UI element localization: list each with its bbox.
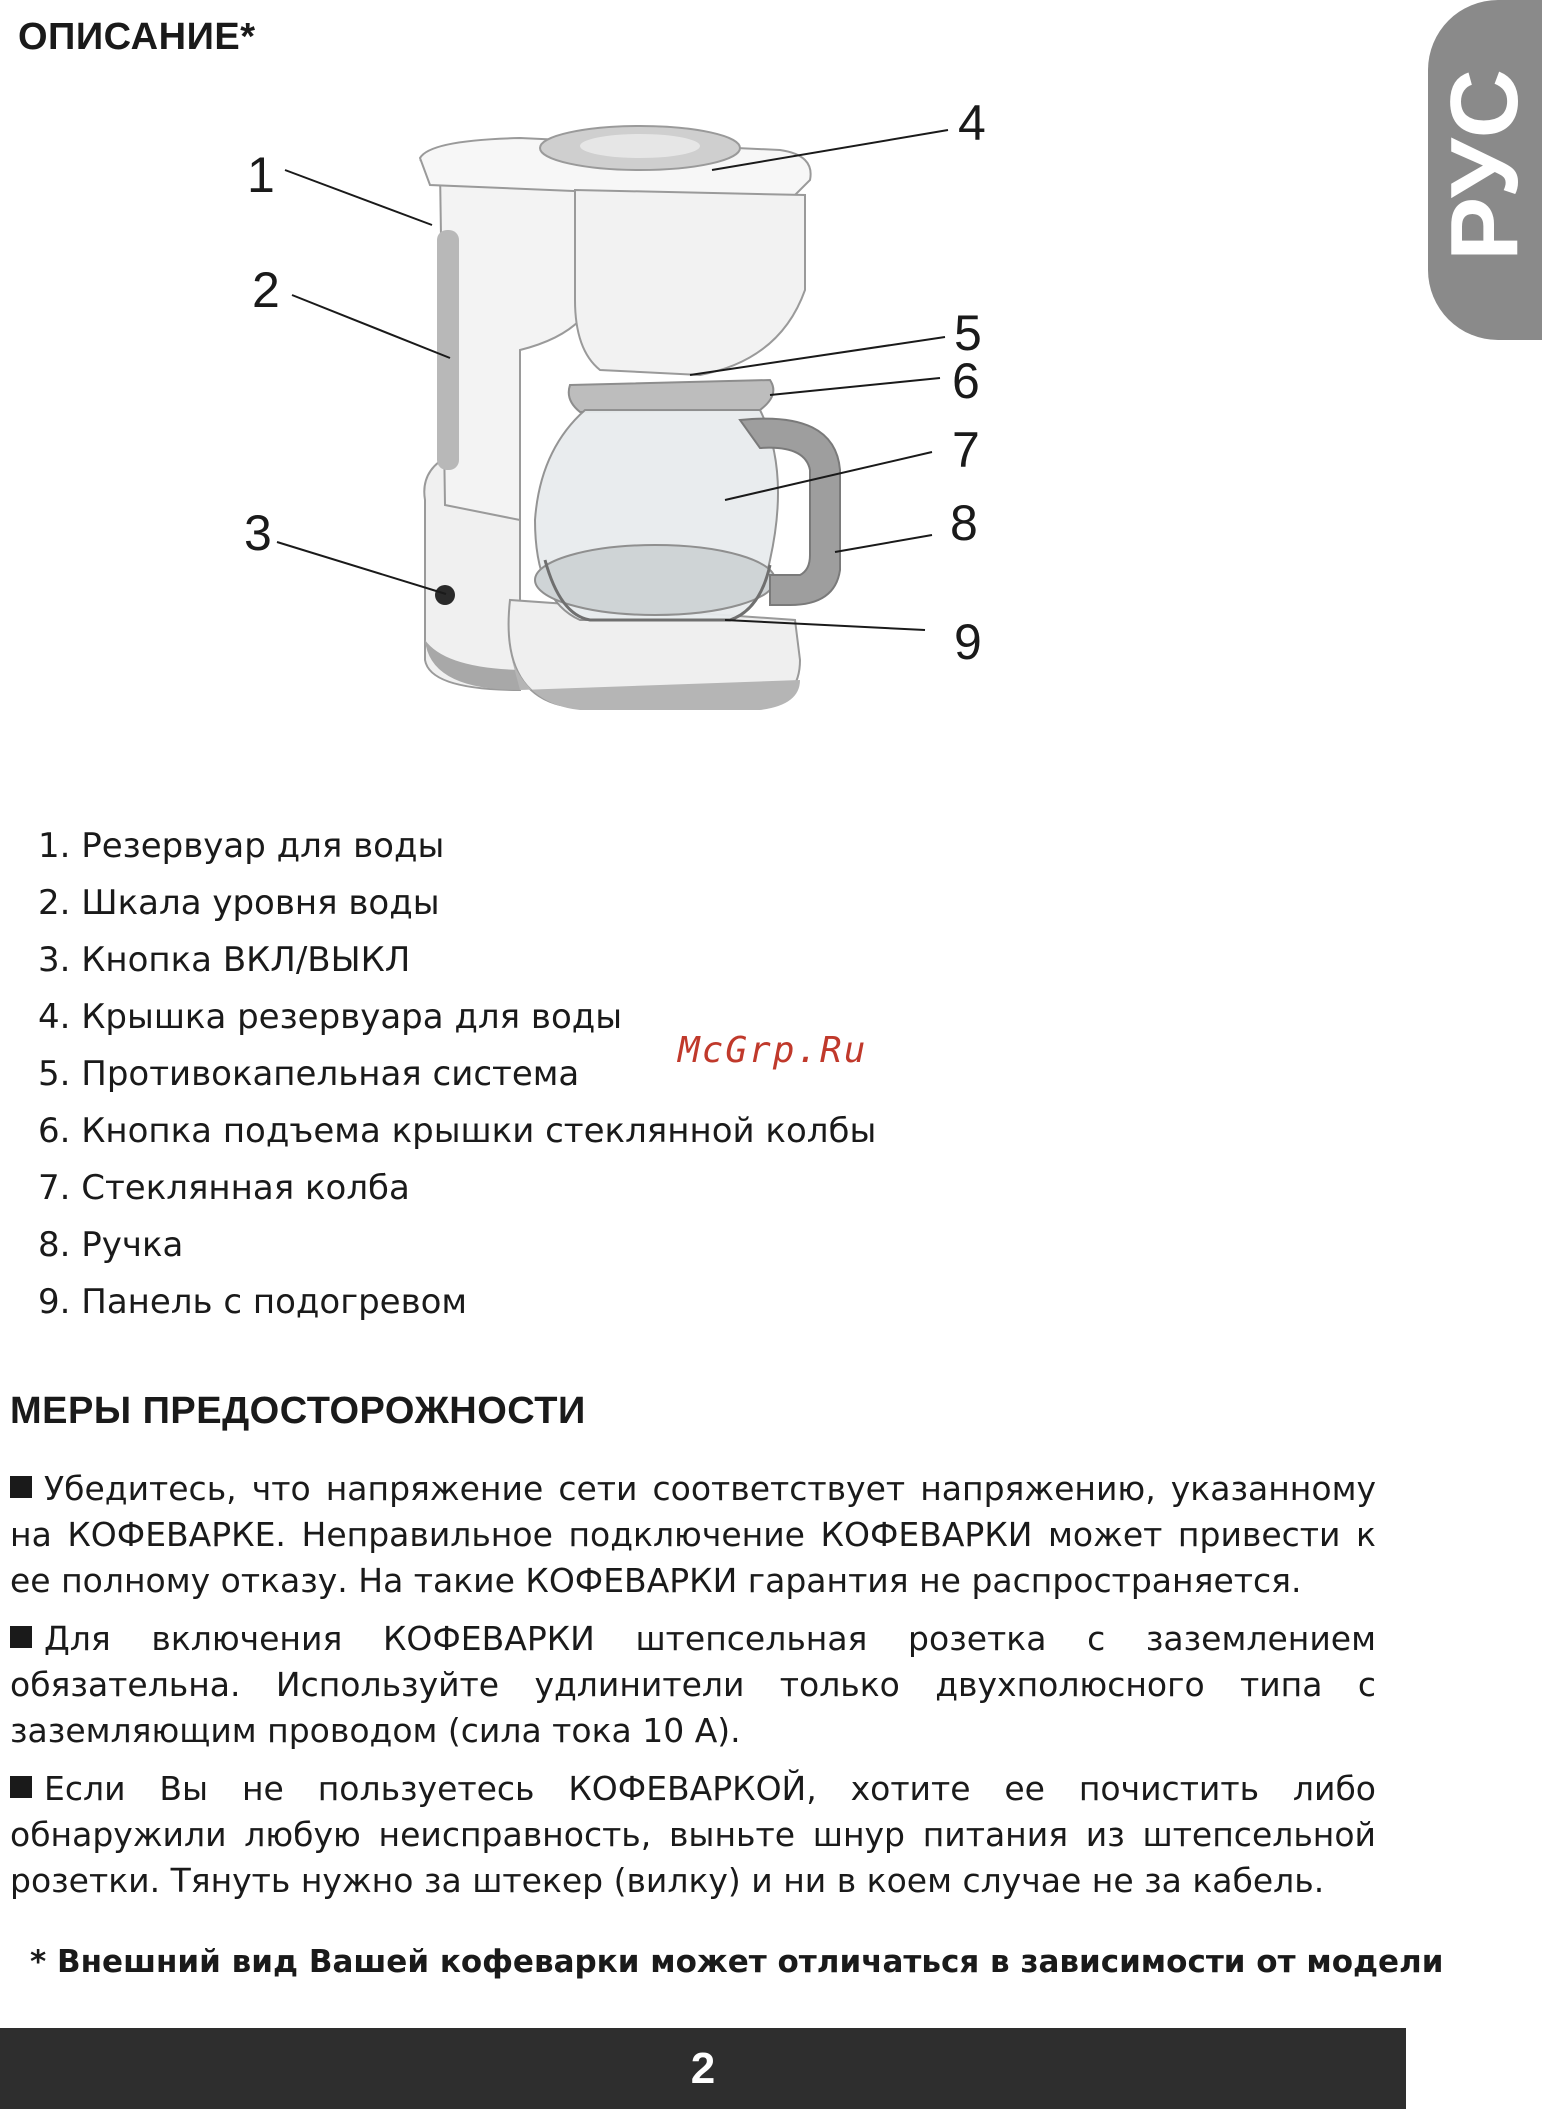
callout-3: 3	[244, 505, 272, 561]
language-tab	[1428, 0, 1542, 340]
language-tab-label: РУС	[1431, 69, 1538, 261]
parts-list	[38, 818, 876, 1331]
description-heading: ОПИСАНИЕ*	[18, 16, 256, 58]
page-footer-bar	[0, 2028, 1406, 2109]
safety-paragraph	[10, 1766, 1376, 1904]
part-item: 2. Шкала уровня воды	[38, 883, 440, 923]
callout-1: 1	[247, 147, 275, 203]
callout-8: 8	[950, 495, 978, 551]
safety-text: Для включения КОФЕВАРКИ штепсельная розетка с заземлением обязательна. Используйте удлинители только двухполюсного типа с заземляющим проводом (сила тока 10 А).	[10, 1619, 1376, 1750]
coffee-maker-illustration	[0, 0, 1100, 760]
part-item: 1. Резервуар для воды	[38, 826, 445, 866]
safety-paragraph	[10, 1616, 1376, 1754]
page-number: 2	[690, 2044, 716, 2093]
safety-heading: МЕРЫ ПРЕДОСТОРОЖНОСТИ	[10, 1390, 586, 1432]
safety-text: Убедитесь, что напряжение сети соответствует напряжению, указанному на КОФЕВАРКЕ. Неправильное подключение КОФЕВАРКИ может привести к ее полному отказу. На такие КОФЕВАРКИ гарантия не распространяется.	[10, 1469, 1376, 1600]
part-item: 3. Кнопка ВКЛ/ВЫКЛ	[38, 940, 411, 980]
square-bullet-icon	[10, 1476, 32, 1498]
square-bullet-icon	[10, 1626, 32, 1648]
square-bullet-icon	[10, 1776, 32, 1798]
callout-2: 2	[252, 262, 280, 318]
part-item: 6. Кнопка подъема крышки стеклянной колбы	[38, 1111, 877, 1151]
part-item: 8. Ручка	[38, 1225, 184, 1265]
part-item: 7. Стеклянная колба	[38, 1168, 410, 1208]
safety-paragraph	[10, 1466, 1376, 1604]
callout-5: 5	[954, 305, 982, 361]
watermark: McGrp.Ru	[678, 1030, 868, 1071]
part-item: 5. Противокапельная система	[38, 1054, 580, 1094]
footnote: * Внешний вид Вашей кофеварки может отличаться в зависимости от модели	[30, 1944, 1444, 1980]
callout-9: 9	[954, 614, 982, 670]
coffee-maker-figure	[0, 0, 1100, 760]
callout-4: 4	[958, 95, 986, 151]
callout-7: 7	[952, 422, 980, 478]
callout-6: 6	[952, 353, 980, 409]
safety-text: Если Вы не пользуетесь КОФЕВАРКОЙ, хотите ее почистить либо обнаружили любую неисправность, выньте шнур питания из штепсельной розетки. Тянуть нужно за штекер (вилку) и ни в коем случае не за кабель.	[10, 1769, 1376, 1900]
part-item: 9. Панель с подогревом	[38, 1282, 468, 1322]
part-item: 4. Крышка резервуара для воды	[38, 997, 623, 1037]
